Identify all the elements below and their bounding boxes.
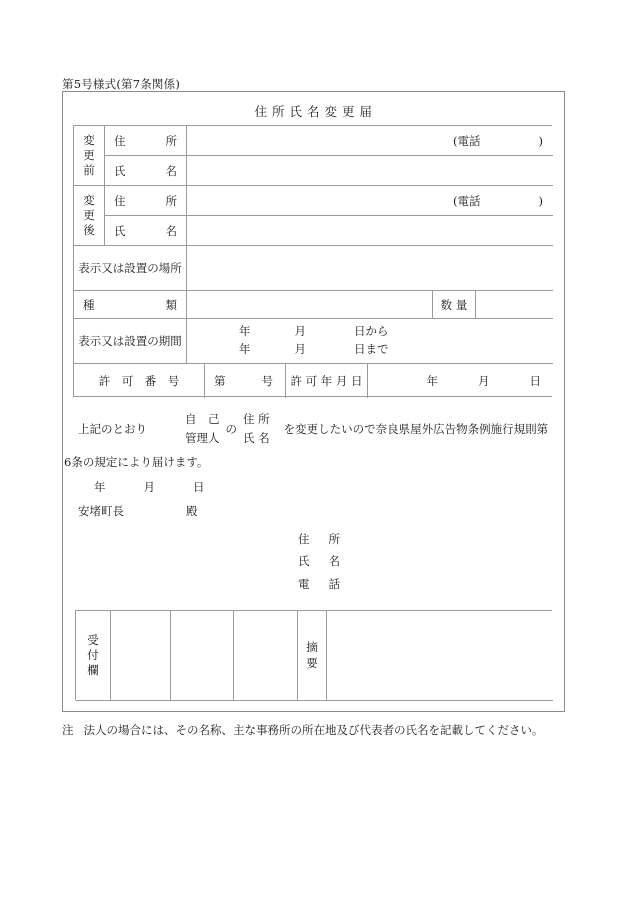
signature-address-label [298, 528, 340, 550]
statement-particle: の [225, 422, 237, 436]
object-choice[interactable] [243, 410, 270, 448]
receipt-blank-cell-2[interactable] [171, 611, 234, 701]
period-from-day: 日から [354, 324, 389, 339]
remarks-field[interactable] [327, 611, 553, 701]
subject-choice[interactable] [185, 410, 220, 448]
remarks-label [298, 611, 327, 701]
address-label-char-1: 住 [114, 133, 126, 148]
kind-label-char-1: 種 [83, 297, 95, 312]
quantity-label [433, 291, 476, 319]
permit-date-field[interactable] [368, 364, 553, 398]
submission-date-line[interactable] [62, 479, 205, 495]
note-marker: 注 [62, 723, 74, 737]
name-label-char-1: 氏 [114, 223, 126, 238]
tel-close-paren: ) [538, 133, 543, 148]
note-text: 法人の場合には、その名称、主な事務所の所在地及び代表者の氏名を記載してください。 [83, 723, 544, 737]
permit-date-label-text: 許 可 年 月 日 [290, 374, 363, 388]
document-title: 住 所 氏 名 変 更 届 [254, 104, 373, 119]
signature-tel-char-1: 電 [298, 576, 310, 591]
after-label-char-2: 更 [83, 207, 95, 222]
after-label-char-3: 後 [83, 223, 95, 238]
statement-row-1 [62, 406, 565, 452]
period-from-row [239, 323, 553, 341]
quantity-field[interactable] [476, 291, 553, 319]
permit-date-year: 年 [426, 374, 438, 388]
address-label-char-1: 住 [114, 193, 126, 208]
permit-date-label [286, 364, 368, 398]
receipt-label-char-2: 付 [87, 647, 99, 662]
tel-close-paren: ) [538, 193, 543, 208]
address-label-char-2: 所 [165, 133, 177, 148]
before-address-field[interactable] [187, 126, 553, 156]
remarks-value [327, 611, 553, 700]
signature-address-char-1: 住 [298, 532, 310, 546]
permit-number-label [74, 364, 205, 398]
signature-tel-char-2: 話 [328, 576, 340, 591]
before-address-label [105, 126, 187, 156]
after-label-char-1: 変 [83, 192, 95, 207]
signature-block [298, 528, 340, 595]
submission-date-day: 日 [193, 480, 205, 494]
addressee-honorific: 殿 [186, 504, 198, 518]
before-label-char-1: 変 [83, 132, 95, 147]
kind-field[interactable] [187, 291, 433, 319]
receipt-blank-value-2 [171, 611, 233, 700]
statement-tail: を変更したいので奈良県屋外広告物条例施行規則第 [283, 422, 549, 436]
after-name-field[interactable] [187, 216, 553, 246]
display-place-label [74, 246, 187, 291]
display-period-label-text: 表示又は設置の期間 [78, 334, 182, 348]
receipt-blank-cell-1[interactable] [111, 611, 171, 701]
object-option-address: 住 所 [243, 412, 270, 427]
receipt-blank-value-1 [111, 611, 170, 700]
period-from-month: 月 [294, 324, 306, 339]
receipt-table [75, 610, 552, 700]
before-label-char-2: 更 [83, 147, 95, 162]
form-number: 第5号様式(第7条関係) [62, 77, 181, 91]
name-label-char-1: 氏 [114, 163, 126, 178]
signature-name-char-2: 名 [328, 554, 340, 569]
receipt-label-char-1: 受 [87, 632, 99, 647]
before-label-char-3: 前 [83, 163, 95, 178]
permit-number-label-text: 許 可 番 号 [98, 374, 180, 388]
statement-line-2: 6条の規定により届けます。 [64, 455, 209, 469]
permit-number-field[interactable] [205, 364, 286, 398]
addressee-line [62, 503, 198, 519]
submission-date-year: 年 [94, 480, 106, 494]
after-address-label [105, 186, 187, 216]
signature-name-char-1: 氏 [298, 554, 310, 569]
display-period-label [74, 319, 187, 364]
permit-number-suffix: 号 [261, 374, 273, 388]
addressee-title: 安堵町長 [78, 504, 124, 518]
tel-open-paren: (電話 [453, 133, 481, 148]
remarks-label-char-1: 摘 [306, 640, 318, 655]
remarks-label-char-2: 要 [306, 655, 318, 670]
display-period-field[interactable] [187, 319, 553, 364]
footer-note [62, 722, 544, 738]
after-address-tel [453, 193, 543, 209]
period-to-year: 年 [239, 342, 251, 356]
signature-address-char-2: 所 [328, 532, 340, 546]
before-name-label [105, 156, 187, 186]
permit-date-month: 月 [478, 374, 490, 388]
period-to-day: 日まで [354, 342, 389, 356]
subject-option-self: 自 己 [185, 412, 220, 427]
submission-date-month: 月 [143, 480, 155, 494]
period-to-row [239, 341, 553, 359]
kind-label [74, 291, 187, 319]
address-label-char-2: 所 [165, 193, 177, 208]
name-label-char-2: 名 [165, 223, 177, 238]
kind-label-char-2: 類 [165, 297, 177, 312]
tel-open-paren: (電話 [453, 193, 481, 208]
receipt-column-label [76, 611, 111, 701]
period-from-year: 年 [239, 324, 251, 339]
display-place-field[interactable] [187, 246, 553, 291]
main-table [73, 125, 552, 397]
before-address-tel [453, 133, 543, 149]
permit-number-prefix: 第 [214, 374, 226, 388]
after-name-label [105, 216, 187, 246]
before-name-field[interactable] [187, 156, 553, 186]
permit-date-day: 日 [529, 374, 541, 388]
subject-option-manager: 管理人 [185, 431, 220, 445]
before-change-label [74, 126, 105, 186]
after-change-label [74, 186, 105, 246]
statement-block [62, 406, 565, 470]
quantity-label-text: 数 量 [440, 297, 468, 312]
name-label-char-2: 名 [165, 163, 177, 178]
signature-name-label [298, 550, 340, 572]
receipt-blank-value-3 [234, 611, 297, 700]
receipt-blank-cell-3[interactable] [234, 611, 298, 701]
after-address-field[interactable] [187, 186, 553, 216]
signature-tel-label [298, 573, 340, 595]
object-option-name: 氏 名 [243, 431, 270, 445]
period-to-month: 月 [294, 342, 306, 356]
display-place-label-text: 表示又は設置の場所 [78, 261, 182, 275]
statement-lead: 上記のとおり [78, 422, 147, 436]
receipt-label-char-3: 欄 [87, 663, 99, 678]
main-table-bottom-rule [73, 396, 552, 397]
